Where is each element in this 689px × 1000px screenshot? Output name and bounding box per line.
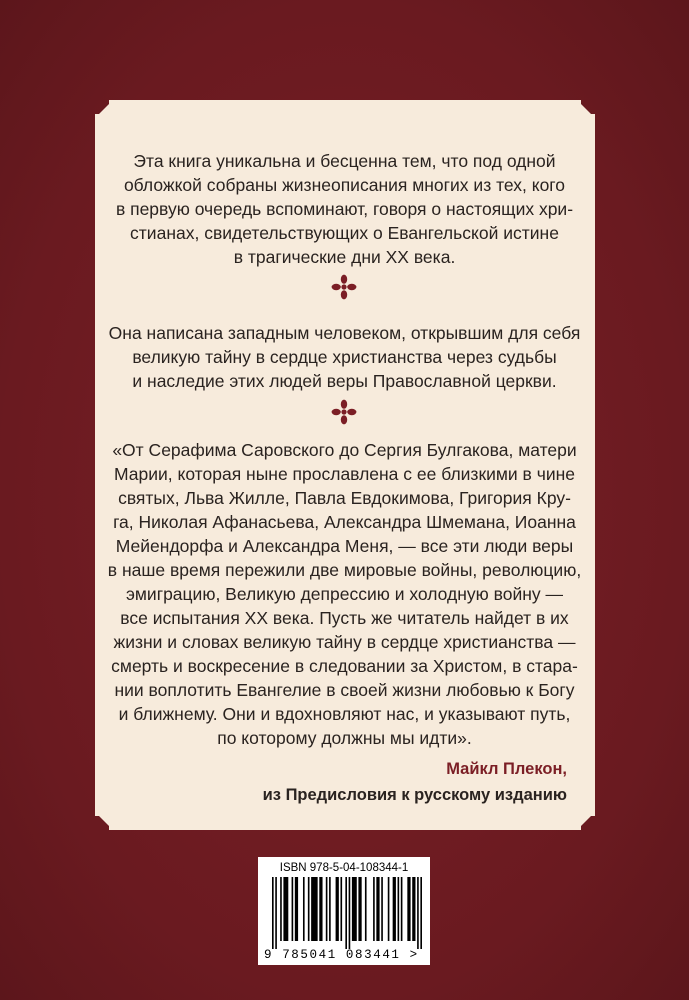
text-line: жизни и словах великую тайну в сердце христианства — — [113, 632, 576, 652]
barcode-bar — [292, 877, 294, 941]
barcode-bar — [349, 877, 351, 949]
text-line: по которому должны мы идти». — [217, 728, 472, 748]
barcode-bar — [283, 877, 288, 941]
barcode-bar — [412, 877, 415, 941]
text-line: смерть и воскресение в следовании за Христом, в стара- — [111, 656, 578, 676]
barcode-bar — [373, 877, 375, 941]
barcode-bar — [311, 877, 318, 941]
text-line: и ближнему. Они и вдохновляют нас, и указывают путь, — [118, 704, 571, 724]
barcode-bar — [329, 877, 331, 941]
text-line: в трагические дни XX века. — [233, 247, 456, 267]
barcode-bar — [420, 877, 422, 949]
text-line: Эта книга уникальна и бесценна тем, что под одной — [133, 151, 556, 171]
barcode-digits: 9 785041 083441 > — [264, 948, 419, 962]
barcode-bar — [365, 877, 367, 941]
text-line: га, Николая Афанасьева, Александра Шмемана, Иоанна — [113, 512, 576, 532]
text-line: эмиграцию, Великую депрессию и холодную войну — — [125, 584, 564, 604]
paragraph-author — [0, 321, 689, 393]
barcode-bar — [280, 877, 282, 941]
barcode-bars — [272, 877, 422, 949]
barcode-bar — [407, 877, 410, 941]
flourish-ornament-icon — [331, 274, 357, 300]
paragraph-intro — [0, 149, 689, 269]
text-line: и наследие этих людей веры Православной церкви. — [132, 371, 557, 391]
barcode-bar — [319, 877, 322, 941]
barcode-bar — [376, 877, 379, 941]
barcode-bar — [308, 877, 310, 941]
barcode-bar — [326, 877, 328, 941]
quote-source: из Предисловия к русскому изданию — [262, 786, 567, 804]
text-line: «От Серафима Саровского до Сергия Булгакова, матери — [112, 440, 577, 460]
isbn-barcode — [258, 857, 430, 965]
text-line: стианах, свидетельствующих о Евангельской истине — [130, 223, 559, 243]
barcode-bar — [417, 877, 419, 949]
barcode-bar — [275, 877, 277, 949]
barcode-bar — [303, 877, 305, 941]
text-line: обложкой собраны жизнеописания многих из тех, кого — [123, 175, 566, 195]
text-line: нии воплотить Евангелие в своей жизни любовью к Богу — [114, 680, 575, 700]
barcode-bar — [388, 877, 390, 941]
quote-author: Майкл Плекон, — [446, 760, 567, 778]
text-line: Марии, которая ныне прославлена с ее близкими в чине — [113, 464, 576, 484]
text-line: Она написана западным человеком, открывшим для себя — [108, 323, 581, 343]
flourish-ornament-icon — [331, 399, 357, 425]
barcode-bar — [345, 877, 347, 949]
paragraph-quote — [0, 438, 689, 750]
text-line: в наше время пережили две мировые войны, революцию, — [107, 560, 582, 580]
isbn-label: ISBN 978-5-04-108344-1 — [279, 862, 409, 874]
barcode-bar — [352, 877, 357, 941]
text-line: Мейендорфа и Александра Меня, — все эти люди веры — [115, 536, 574, 556]
barcode-bar — [393, 877, 396, 941]
barcode-bar — [398, 877, 400, 941]
barcode-bar — [336, 877, 339, 941]
barcode-bar — [401, 877, 403, 941]
barcode-bar — [272, 877, 274, 949]
barcode-bar — [381, 877, 383, 941]
text-line: великую тайну в сердце христианства через судьбы — [132, 347, 557, 367]
text-line: все испытания XX века. Пусть же читатель найдет в их — [120, 608, 569, 628]
barcode-bar — [295, 877, 298, 941]
text-line: в первую очередь вспоминают, говоря о настоящих хри- — [115, 199, 574, 219]
barcode-bar — [358, 877, 361, 941]
barcode-bar — [340, 877, 342, 941]
text-line: святых, Льва Жилле, Павла Евдокимова, Григория Кру- — [118, 488, 571, 508]
